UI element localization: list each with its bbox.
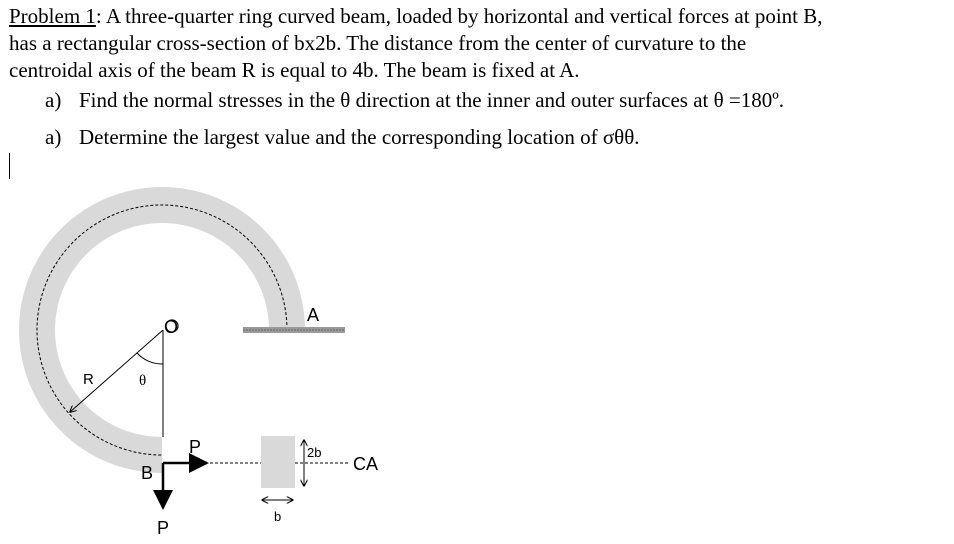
label-O: O <box>164 317 179 337</box>
label-B: B <box>141 463 154 483</box>
label-R: R <box>83 371 94 388</box>
label-A: A <box>307 305 320 325</box>
question-item-1-marker: a) <box>45 88 62 112</box>
label-P-vertical: P <box>157 518 170 538</box>
problem-line-2: has a rectangular cross-section of bx2b. The distance from the center of curvature to the <box>9 31 747 55</box>
label-CA: CA <box>353 454 379 474</box>
problem-label: Problem 1 <box>9 4 96 28</box>
theta-angle-arc <box>137 353 163 364</box>
problem-line-1-text: : A three-quarter ring curved beam, loaded by horizontal and vertical forces at point B, <box>95 4 823 28</box>
question-item-2-text: Determine the largest value and the corresponding location of σθθ. <box>79 125 640 149</box>
question-item-2-marker: a) <box>45 125 62 149</box>
label-P-horizontal: P <box>189 437 202 457</box>
label-2b: 2b <box>307 445 322 460</box>
label-theta: θ <box>139 373 147 389</box>
cross-section <box>261 436 295 488</box>
problem-line-3: centroidal axis of the beam R is equal to 4b. The beam is fixed at A. <box>9 58 580 82</box>
question-item-1-text: Find the normal stresses in the θ direction at the inner and outer surfaces at θ =180º. <box>79 88 785 112</box>
label-b: b <box>274 509 282 524</box>
